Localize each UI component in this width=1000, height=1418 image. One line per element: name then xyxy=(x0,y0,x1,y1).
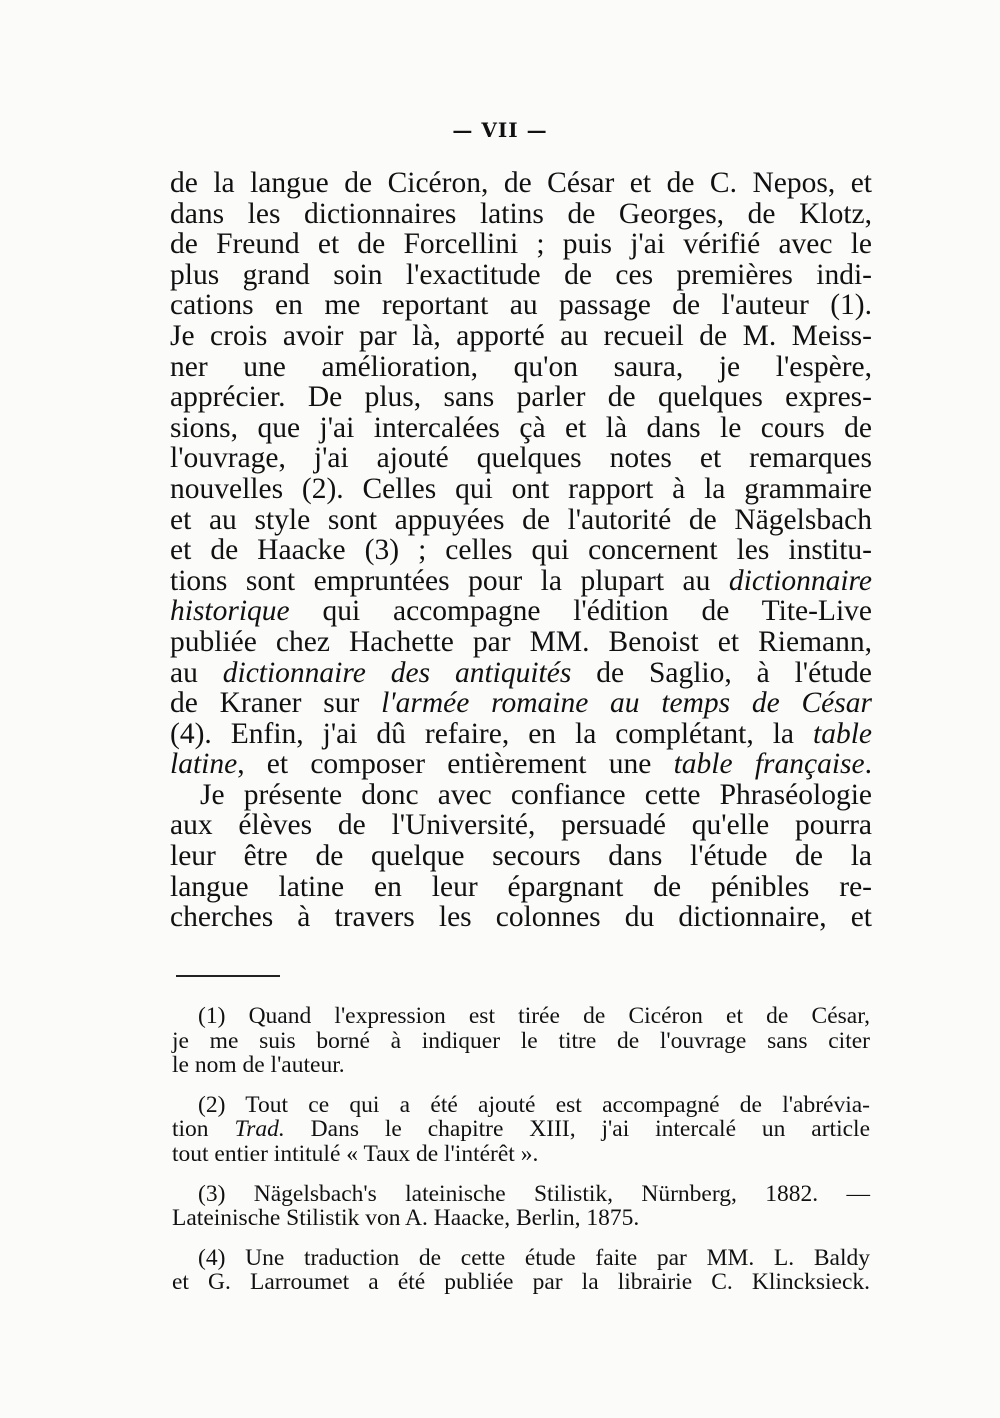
footnote-line: je me suis borné à indiquer le titre de l'ouvrage sans citer xyxy=(172,1027,870,1054)
italic-run: l'armée romaine au temps de César xyxy=(381,687,872,720)
text-run: de Kraner sur xyxy=(170,687,382,720)
footnote-line: et G. Larroumet a été publiée par la librairie C. Klincksieck. xyxy=(172,1269,870,1296)
body-line: de la langue de Cicéron, de César et de C. Nepos, et xyxy=(170,167,872,199)
footnote-line: (2) Tout ce qui a été ajouté est accompagné de l'abrévia- xyxy=(198,1091,870,1118)
body-line xyxy=(170,566,872,597)
body-line: apprécier. De plus, sans parler de quelques expres- xyxy=(170,381,872,414)
footnote-line: Lateinische Stilistik von A. Haacke, Berlin, 1875. xyxy=(172,1205,640,1232)
italic-run: table française xyxy=(673,748,865,781)
italic-run: Trad. xyxy=(234,1116,285,1143)
footnote-line: le nom de l'auteur. xyxy=(172,1052,345,1079)
page-number: — VII — xyxy=(452,118,548,142)
text-run: , et composer entièrement une xyxy=(237,748,674,781)
text-run: tion xyxy=(172,1116,235,1143)
italic-run: dictionnaire xyxy=(728,564,872,597)
italic-run: dictionnaire des antiquités xyxy=(222,656,572,689)
paragraph-2-line: leur être de quelque secours dans l'étude de la xyxy=(170,840,872,873)
body-line xyxy=(170,749,872,780)
footnote-separator xyxy=(176,975,280,977)
text-run: (4). Enfin, j'ai dû refaire, en la complétant, la xyxy=(170,717,813,750)
footnote-line: tout entier intitulé « Taux de l'intérêt ». xyxy=(172,1140,539,1167)
body-line: ner une amélioration, qu'on saura, je l'espère, xyxy=(170,350,872,383)
footnote-4 xyxy=(172,1246,870,1295)
body-line: Je crois avoir par là, apporté au recueil de M. Meiss- xyxy=(170,319,872,352)
body-line: et de Haacke (3) ; celles qui concernent les institu- xyxy=(170,534,872,567)
text-run: . xyxy=(864,748,872,781)
body-line: et au style sont appuyées de l'autorité de Nägelsbach xyxy=(170,503,872,536)
footnote-2 xyxy=(172,1093,870,1167)
body-line: nouvelles (2). Celles qui ont rapport à la grammaire xyxy=(170,472,872,505)
body-line xyxy=(170,688,872,719)
footnote-3 xyxy=(172,1182,870,1231)
body-text xyxy=(170,168,872,933)
body-line: sions, que j'ai intercalées çà et là dans le cours de xyxy=(170,411,872,444)
text-run: tions sont empruntées pour la plupart au xyxy=(170,564,729,597)
text-run: Dans le chapitre XIII, j'ai intercalé un article xyxy=(284,1116,870,1143)
footnote-line: (1) Quand l'expression est tirée de Cicéron et de César, xyxy=(198,1003,870,1029)
body-line: l'ouvrage, j'ai ajouté quelques notes et remarques xyxy=(170,442,872,475)
body-line: publiée chez Hachette par MM. Benoist et Riemann, xyxy=(170,625,872,658)
body-line xyxy=(170,658,872,689)
paragraph-2-line: cherches à travers les colonnes du dictionnaire, et xyxy=(170,901,872,934)
italic-run: table xyxy=(813,717,872,750)
footnote-1 xyxy=(172,1004,870,1078)
body-line: plus grand soin l'exactitude de ces premières indi- xyxy=(170,258,872,291)
body-line: de Freund et de Forcellini ; puis j'ai vérifié avec le xyxy=(170,228,872,261)
body-line: dans les dictionnaires latins de Georges, de Klotz, xyxy=(170,197,872,230)
body-line: cations en me reportant au passage de l'auteur (1). xyxy=(170,289,872,322)
footnote-line xyxy=(172,1117,870,1142)
italic-run: latine xyxy=(170,748,238,781)
text-run: de Saglio, à l'étude xyxy=(571,656,872,689)
footnotes xyxy=(172,1004,870,1310)
body-line xyxy=(170,596,872,627)
body-line xyxy=(170,719,872,750)
footnote-line: (3) Nägelsbach's lateinische Stilistik, Nürnberg, 1882. — xyxy=(198,1180,870,1207)
paragraph-2-line: Je présente donc avec confiance cette Phraséologie xyxy=(200,778,872,811)
text-run: au xyxy=(170,656,223,689)
paragraph-2-line: langue latine en leur épargnant de pénibles re- xyxy=(170,870,872,903)
footnote-line: (4) Une traduction de cette étude faite par MM. L. Baldy xyxy=(198,1244,870,1271)
paragraph-2-line: aux élèves de l'Université, persuadé qu'elle pourra xyxy=(170,809,872,842)
text-run: qui accompagne l'édition de Tite-Live xyxy=(289,595,872,628)
italic-run: historique xyxy=(170,595,290,628)
